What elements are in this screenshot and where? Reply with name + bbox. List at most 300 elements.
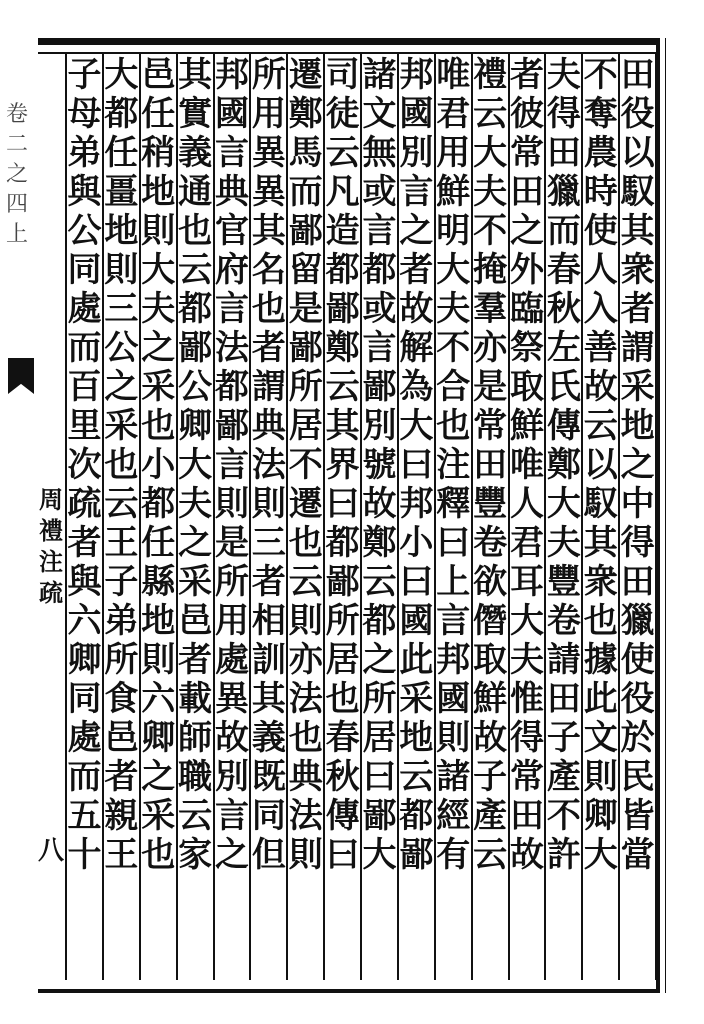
character: 禮 [473, 55, 508, 95]
character: 曰 [325, 484, 360, 524]
character: 卷 [473, 523, 508, 563]
character: 掩 [473, 250, 508, 290]
character: 所 [251, 55, 286, 95]
character: 與 [67, 562, 102, 602]
character: 也 [583, 601, 618, 641]
character: 也 [141, 835, 176, 875]
character: 故 [399, 289, 434, 329]
character: 則 [141, 640, 176, 680]
character: 法 [214, 328, 249, 368]
character: 使 [583, 211, 618, 251]
character: 任 [141, 523, 176, 563]
character: 弟 [104, 601, 139, 641]
character: 采 [141, 796, 176, 836]
character: 釋 [436, 484, 471, 524]
character: 卷 [546, 601, 581, 641]
text-column [249, 56, 289, 875]
character: 鮮 [473, 679, 508, 719]
character: 云 [288, 562, 323, 602]
character: 役 [620, 679, 655, 719]
character: 春 [325, 718, 360, 758]
character: 常 [509, 757, 544, 797]
character: 同 [251, 796, 286, 836]
character: 都 [104, 94, 139, 134]
character: 典 [288, 757, 323, 797]
character: 處 [214, 640, 249, 680]
character: 都 [325, 523, 360, 563]
character: 則 [288, 601, 323, 641]
character: 之 [104, 367, 139, 407]
character: 母 [67, 94, 102, 134]
character: 者 [620, 289, 655, 329]
character: 鄭 [546, 445, 581, 485]
character: 而 [67, 328, 102, 368]
character: 善 [583, 328, 618, 368]
character: 任 [104, 133, 139, 173]
character: 曰 [362, 757, 397, 797]
character: 明 [436, 211, 471, 251]
character: 采 [620, 367, 655, 407]
character: 大 [473, 133, 508, 173]
character: 曰 [399, 562, 434, 602]
character: 彼 [509, 94, 544, 134]
character: 用 [436, 133, 471, 173]
character: 小 [141, 445, 176, 485]
character: 言 [399, 172, 434, 212]
character: 卿 [583, 796, 618, 836]
character: 與 [67, 172, 102, 212]
character: 田 [620, 55, 655, 95]
character: 所 [288, 367, 323, 407]
character: 卿 [67, 640, 102, 680]
character: 不 [583, 55, 618, 95]
character: 疏 [67, 484, 102, 524]
character: 周 [39, 485, 63, 514]
character: 鄙 [325, 289, 360, 329]
character: 解 [399, 328, 434, 368]
character: 云 [178, 796, 213, 836]
character: 里 [67, 406, 102, 446]
character: 無 [362, 133, 397, 173]
character: 君 [436, 94, 471, 134]
character: 六 [141, 679, 176, 719]
character: 地 [141, 172, 176, 212]
character: 也 [251, 289, 286, 329]
character: 大 [178, 445, 213, 485]
character: 故 [214, 718, 249, 758]
character: 其 [583, 523, 618, 563]
character: 人 [509, 484, 544, 524]
character: 畺 [104, 172, 139, 212]
character: 次 [67, 445, 102, 485]
page-number: 八 [37, 836, 64, 866]
character: 之 [141, 757, 176, 797]
character: 國 [399, 94, 434, 134]
character: 二 [5, 132, 28, 157]
character: 君 [509, 523, 544, 563]
character: 時 [583, 172, 618, 212]
character: 傳 [546, 406, 581, 446]
character: 臨 [509, 289, 544, 329]
character: 據 [583, 640, 618, 680]
character: 獵 [620, 601, 655, 641]
character: 諸 [436, 757, 471, 797]
character: 言 [362, 211, 397, 251]
character: 小 [399, 523, 434, 563]
character: 之 [214, 835, 249, 875]
character: 邑 [104, 718, 139, 758]
character: 取 [509, 367, 544, 407]
text-column [359, 56, 399, 875]
character: 而 [546, 211, 581, 251]
character: 之 [178, 523, 213, 563]
text-column [286, 56, 326, 875]
character: 采 [178, 562, 213, 602]
character: 家 [178, 835, 213, 875]
character: 耳 [509, 562, 544, 602]
character: 左 [546, 328, 581, 368]
character: 處 [67, 718, 102, 758]
character: 夫 [436, 289, 471, 329]
character: 鄙 [214, 406, 249, 446]
character: 既 [251, 757, 286, 797]
character: 者 [251, 328, 286, 368]
character: 曰 [325, 835, 360, 875]
character: 於 [620, 718, 655, 758]
character: 不 [546, 796, 581, 836]
character: 三 [251, 523, 286, 563]
character: 義 [251, 718, 286, 758]
character: 云 [399, 757, 434, 797]
character: 大 [362, 835, 397, 875]
right-border-thin [665, 38, 666, 993]
character: 子 [104, 562, 139, 602]
character: 上 [436, 562, 471, 602]
character: 獵 [546, 172, 581, 212]
fishtail-mark [8, 358, 34, 394]
character: 則 [104, 250, 139, 290]
character: 王 [104, 835, 139, 875]
character: 別 [399, 133, 434, 173]
text-column [138, 56, 178, 875]
character: 六 [67, 601, 102, 641]
character: 為 [399, 367, 434, 407]
character: 法 [288, 679, 323, 719]
character: 師 [178, 718, 213, 758]
character: 都 [141, 484, 176, 524]
character: 使 [620, 640, 655, 680]
character: 都 [399, 796, 434, 836]
character: 也 [104, 445, 139, 485]
character: 之 [5, 162, 28, 187]
character: 異 [251, 133, 286, 173]
text-column [175, 56, 215, 875]
text-column [212, 56, 252, 875]
character: 卿 [141, 718, 176, 758]
character: 請 [546, 640, 581, 680]
character: 夫 [546, 55, 581, 95]
character: 子 [546, 718, 581, 758]
character: 別 [362, 406, 397, 446]
character: 云 [178, 250, 213, 290]
text-column [581, 56, 621, 875]
character: 惟 [509, 679, 544, 719]
character: 鮮 [436, 172, 471, 212]
character: 云 [473, 835, 508, 875]
character: 常 [509, 133, 544, 173]
character: 羣 [473, 289, 508, 329]
character: 其 [251, 679, 286, 719]
character: 注 [39, 547, 63, 576]
character: 訓 [251, 640, 286, 680]
character: 百 [67, 367, 102, 407]
character: 異 [214, 679, 249, 719]
character: 國 [214, 94, 249, 134]
character: 也 [288, 718, 323, 758]
gutter-header [2, 100, 32, 250]
character: 奪 [583, 94, 618, 134]
character: 邦 [214, 55, 249, 95]
character: 田 [473, 445, 508, 485]
character: 言 [214, 133, 249, 173]
character: 秋 [546, 289, 581, 329]
character: 豐 [546, 562, 581, 602]
character: 田 [546, 133, 581, 173]
character: 也 [178, 211, 213, 251]
character: 所 [325, 601, 360, 641]
character: 故 [362, 484, 397, 524]
character: 用 [251, 94, 286, 134]
character: 鄭 [325, 328, 360, 368]
character: 者 [104, 757, 139, 797]
character: 子 [67, 55, 102, 95]
character: 邦 [436, 640, 471, 680]
character: 者 [399, 250, 434, 290]
character: 田 [509, 172, 544, 212]
character: 所 [214, 562, 249, 602]
text-column [64, 56, 104, 875]
character: 者 [509, 55, 544, 95]
character: 相 [251, 601, 286, 641]
character: 云 [325, 367, 360, 407]
character: 欲 [473, 562, 508, 602]
character: 別 [214, 757, 249, 797]
character: 夫 [141, 289, 176, 329]
text-column [470, 56, 510, 875]
character: 是 [214, 523, 249, 563]
character: 法 [251, 445, 286, 485]
character: 夫 [178, 484, 213, 524]
character: 者 [251, 562, 286, 602]
character: 五 [67, 796, 102, 836]
character: 造 [325, 211, 360, 251]
character: 言 [436, 601, 471, 641]
character: 采 [104, 406, 139, 446]
character: 不 [473, 211, 508, 251]
character: 常 [473, 406, 508, 446]
character: 大 [546, 484, 581, 524]
character: 諸 [362, 55, 397, 95]
character: 凡 [325, 172, 360, 212]
character: 言 [214, 796, 249, 836]
character: 上 [5, 222, 28, 247]
character: 用 [214, 601, 249, 641]
character: 夫 [473, 172, 508, 212]
character: 地 [620, 406, 655, 446]
character: 民 [620, 757, 655, 797]
character: 鄙 [178, 328, 213, 368]
character: 親 [104, 796, 139, 836]
character: 唯 [436, 55, 471, 95]
character: 國 [436, 679, 471, 719]
character: 地 [104, 211, 139, 251]
character: 田 [620, 562, 655, 602]
character: 得 [509, 718, 544, 758]
character: 其 [620, 211, 655, 251]
character: 役 [620, 94, 655, 134]
text-column [323, 56, 363, 875]
character: 食 [104, 679, 139, 719]
character: 大 [583, 835, 618, 875]
character: 鄙 [325, 562, 360, 602]
character: 外 [509, 250, 544, 290]
character: 義 [178, 133, 213, 173]
character: 十 [67, 835, 102, 875]
character: 都 [362, 250, 397, 290]
character: 司 [325, 55, 360, 95]
character: 禮 [39, 516, 63, 545]
character: 弟 [67, 133, 102, 173]
character: 言 [214, 289, 249, 329]
character: 所 [362, 679, 397, 719]
character: 都 [362, 601, 397, 641]
character: 之 [509, 211, 544, 251]
character: 僭 [473, 601, 508, 641]
character: 故 [509, 835, 544, 875]
character: 曰 [399, 445, 434, 485]
character: 云 [362, 562, 397, 602]
character: 府 [214, 250, 249, 290]
character: 入 [583, 289, 618, 329]
character: 縣 [141, 562, 176, 602]
character: 秋 [325, 757, 360, 797]
character: 文 [362, 94, 397, 134]
character: 職 [178, 757, 213, 797]
character: 則 [288, 835, 323, 875]
character: 則 [141, 211, 176, 251]
character: 四 [5, 192, 28, 217]
character: 云 [104, 484, 139, 524]
character: 界 [325, 445, 360, 485]
character: 采 [141, 367, 176, 407]
character: 或 [362, 289, 397, 329]
character: 或 [362, 172, 397, 212]
character: 公 [178, 367, 213, 407]
character: 是 [288, 289, 323, 329]
character: 豐 [473, 484, 508, 524]
character: 卷 [5, 102, 28, 127]
character: 名 [251, 250, 286, 290]
character: 傳 [325, 796, 360, 836]
character: 云 [583, 406, 618, 446]
character: 大 [436, 250, 471, 290]
character: 子 [473, 757, 508, 797]
character: 大 [399, 406, 434, 446]
character: 法 [288, 796, 323, 836]
character: 則 [436, 718, 471, 758]
character: 云 [473, 94, 508, 134]
character: 合 [436, 367, 471, 407]
character: 有 [436, 835, 471, 875]
character: 居 [362, 718, 397, 758]
character: 遷 [288, 484, 323, 524]
character: 之 [141, 328, 176, 368]
character: 是 [473, 367, 508, 407]
character: 徒 [325, 94, 360, 134]
character: 祭 [509, 328, 544, 368]
character: 地 [141, 601, 176, 641]
character: 者 [178, 640, 213, 680]
character: 注 [436, 445, 471, 485]
character: 唯 [509, 445, 544, 485]
character: 產 [473, 796, 508, 836]
text-column [433, 56, 473, 875]
character: 不 [436, 328, 471, 368]
character: 鄙 [288, 328, 323, 368]
character: 通 [178, 172, 213, 212]
character: 經 [436, 796, 471, 836]
character: 田 [546, 679, 581, 719]
character: 處 [67, 289, 102, 329]
character: 大 [141, 250, 176, 290]
character: 留 [288, 250, 323, 290]
character: 邑 [141, 55, 176, 95]
character: 取 [473, 640, 508, 680]
character: 皆 [620, 796, 655, 836]
character: 疏 [39, 578, 63, 607]
character: 云 [325, 133, 360, 173]
character: 都 [325, 250, 360, 290]
character: 言 [214, 445, 249, 485]
character: 鮮 [509, 406, 544, 446]
character: 典 [251, 406, 286, 446]
character: 謂 [620, 328, 655, 368]
character: 公 [104, 328, 139, 368]
character: 邦 [399, 484, 434, 524]
character: 得 [546, 94, 581, 134]
text-column [507, 56, 547, 875]
character: 大 [509, 601, 544, 641]
character: 稍 [141, 133, 176, 173]
character: 氏 [546, 367, 581, 407]
character: 馬 [288, 133, 323, 173]
character: 亦 [288, 640, 323, 680]
character: 鄙 [288, 211, 323, 251]
text-column [396, 56, 436, 875]
character: 衆 [620, 250, 655, 290]
character: 則 [251, 484, 286, 524]
character: 曰 [436, 523, 471, 563]
character: 亦 [473, 328, 508, 368]
character: 其 [178, 55, 213, 95]
character: 邦 [399, 55, 434, 95]
character: 夫 [546, 523, 581, 563]
character: 其 [251, 211, 286, 251]
character: 其 [325, 406, 360, 446]
character: 以 [620, 133, 655, 173]
character: 實 [178, 94, 213, 134]
character: 中 [620, 484, 655, 524]
